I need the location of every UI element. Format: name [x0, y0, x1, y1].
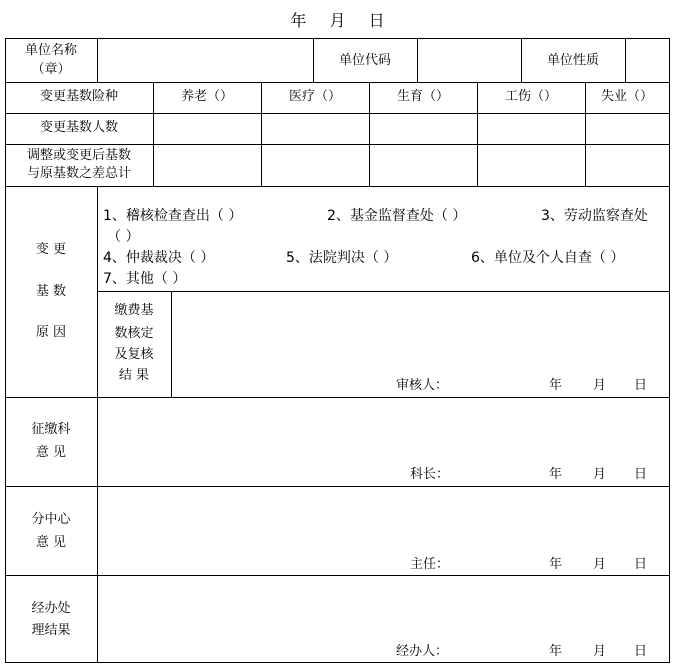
reason-option-court: 5、法院判决（ ） — [286, 250, 398, 266]
reason-option-fund-supervision: 2、基金监督查处（ ） — [327, 208, 467, 224]
handler-label: 经办人： — [396, 644, 449, 659]
reason-option-arbitration: 4、仲裁裁决（ ） — [103, 250, 215, 266]
unit-name-label: 单位名称 — [24, 43, 77, 58]
unit-name-stamp-label: （章） — [31, 62, 71, 77]
reason-label-3: 原 因 — [35, 325, 67, 340]
injury-option: 工伤（） — [504, 89, 557, 104]
reviewer-year: 年 — [549, 378, 563, 393]
subcenter-label-2: 意 见 — [35, 535, 67, 550]
reason-label-1: 变 更 — [35, 242, 67, 257]
unit-code-label: 单位代码 — [338, 53, 391, 68]
director-year: 年 — [549, 557, 563, 572]
collection-dept-label-2: 意 见 — [35, 445, 67, 460]
reason-option-self-check: 6、单位及个人自查（ ） — [471, 250, 625, 266]
director-day: 日 — [634, 557, 648, 572]
reason-option-labor-inspection-bracket: （ ） — [107, 229, 140, 245]
review-result-label-2: 数核定 — [114, 326, 154, 341]
unemployment-option: 失业（） — [600, 89, 653, 104]
chief-year: 年 — [549, 467, 563, 482]
difference-label-2: 与原基数之差总计 — [26, 166, 131, 181]
handler-year: 年 — [549, 644, 563, 659]
director-month: 月 — [593, 557, 607, 572]
reviewer-label: 审核人： — [396, 378, 449, 393]
review-result-label-4: 结 果 — [118, 368, 150, 383]
reason-label-2: 基 数 — [35, 284, 67, 299]
handler-day: 日 — [634, 644, 648, 659]
insurance-type-label: 变更基数险种 — [39, 89, 118, 104]
chief-month: 月 — [593, 467, 607, 482]
pension-option: 养老（） — [180, 89, 233, 104]
director-label: 主任： — [410, 557, 450, 572]
form-date-header — [0, 8, 675, 31]
handler-month: 月 — [593, 644, 607, 659]
review-result-label-3: 及复核 — [114, 347, 154, 362]
header-day: 日 — [368, 11, 385, 30]
reason-option-other: 7、其他（ ） — [103, 271, 187, 287]
header-month: 月 — [329, 11, 346, 30]
reviewer-month: 月 — [593, 378, 607, 393]
difference-label-1: 调整或变更后基数 — [26, 148, 131, 163]
headcount-label: 变更基数人数 — [39, 120, 118, 135]
unit-nature-label: 单位性质 — [546, 53, 599, 68]
handling-result-label-1: 经办处 — [31, 601, 71, 616]
collection-dept-label-1: 征缴科 — [31, 422, 71, 437]
chief-day: 日 — [634, 467, 648, 482]
reason-option-labor-inspection: 3、劳动监察查处 — [541, 208, 648, 224]
section-chief-label: 科长： — [410, 467, 450, 482]
medical-option: 医疗（） — [288, 89, 341, 104]
reviewer-day: 日 — [634, 378, 648, 393]
reason-option-audit: 1、稽核检查查出（ ） — [103, 208, 243, 224]
subcenter-label-1: 分中心 — [31, 512, 71, 527]
maternity-option: 生育（） — [396, 89, 449, 104]
review-result-label-1: 缴费基 — [114, 303, 154, 318]
handling-result-label-2: 理结果 — [31, 623, 71, 638]
header-year: 年 — [290, 11, 307, 30]
